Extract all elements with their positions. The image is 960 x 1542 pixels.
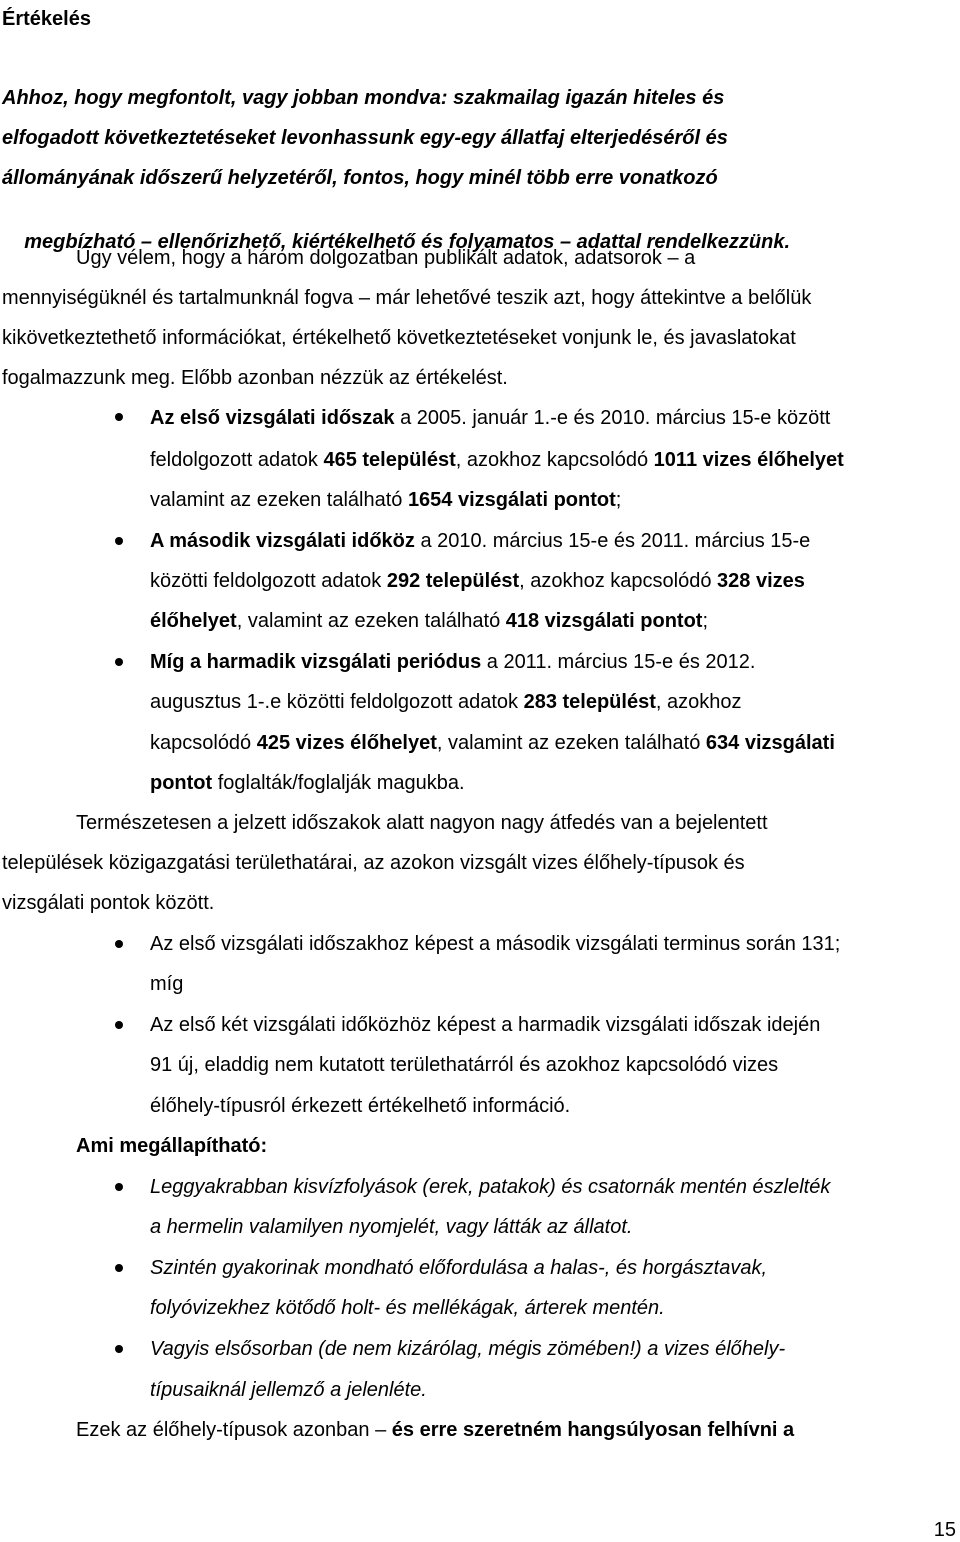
paragraph-line [2,206,791,253]
paragraph-text: megbízható – ellenőrizhető, kiértékelhető és folyamatos – adattal rendelkezzünk. [24,231,791,253]
paragraph-line: vizsgálati pontok között. [2,892,215,914]
list-item-line: feldolgozott adatok 465 települést, azokhoz kapcsolódó 1011 vizes élőhelyet [150,449,844,471]
list-item-line: Az első vizsgálati időszakhoz képest a második vizsgálati terminus során 131; [150,933,841,955]
list-item-line: valamint az ezeken található 1654 vizsgálati pontot; [150,489,622,511]
bullet-icon [115,1264,123,1272]
bullet-icon [115,413,123,421]
list-item-line: közötti feldolgozott adatok 292 települést, azokhoz kapcsolódó 328 vizes [150,570,805,592]
list-item-line: 91 új, eladdig nem kutatott területhatárról és azokhoz kapcsolódó vizes [150,1054,779,1076]
list-item-line: a hermelin valamilyen nyomjelét, vagy látták az állatot. [150,1216,633,1238]
list-item-line: míg [150,973,184,995]
bullet-icon [115,1021,123,1029]
paragraph-line: mennyiségüknél és tartalmunknál fogva – már lehetővé teszik azt, hogy áttekintve a belőlük [2,287,812,309]
paragraph-line: Úgy vélem, hogy a három dolgozatban publikált adatok, adatsorok – a [76,247,696,269]
list-item-line: Leggyakrabban kisvízfolyások (erek, patakok) és csatornák mentén észlelték [150,1176,831,1198]
list-item-line: kapcsolódó 425 vizes élőhelyet, valamint az ezeken található 634 vizsgálati [150,732,835,754]
page-number: 15 [933,1519,956,1541]
bullet-icon [115,1345,123,1353]
list-item-line: augusztus 1-.e közötti feldolgozott adatok 283 települést, azokhoz [150,691,742,713]
paragraph-line: Természetesen a jelzett időszakok alatt nagyon nagy átfedés van a bejelentett [76,812,768,834]
list-item-line: Vagyis elsősorban (de nem kizárólag, mégis zömében!) a vizes élőhely- [150,1338,786,1360]
paragraph-line: települések közigazgatási területhatárai, az azokon vizsgált vizes élőhely-típusok és [2,852,745,874]
bullet-icon [115,940,123,948]
list-item-line: A második vizsgálati időköz a 2010. március 15-e és 2011. március 15-e [150,530,811,552]
list-item-line: élőhelyet, valamint az ezeken található 418 vizsgálati pontot; [150,610,709,632]
bullet-icon [115,658,123,666]
list-item-line: élőhely-típusról érkezett értékelhető információ. [150,1095,571,1117]
list-item-line: pontot foglalták/foglalják magukba. [150,772,465,794]
paragraph-line: állományának időszerű helyzetéről, fontos, hogy minél több erre vonatkozó [2,167,718,189]
list-item-line: Az első két vizsgálati időközhöz képest a harmadik vizsgálati időszak idején [150,1014,821,1036]
list-item-line: Az első vizsgálati időszak a 2005. január 1.-e és 2010. március 15-e között [150,407,831,429]
bullet-icon [115,537,123,545]
paragraph-line: elfogadott következtetéseket levonhassunk egy-egy állatfaj elterjedéséről és [2,127,728,149]
paragraph-line: fogalmazzunk meg. Előbb azonban nézzük az értékelést. [2,367,508,389]
paragraph-line: kikövetkeztethető információkat, értékelhető következtetéseket vonjunk le, és javaslatokat [2,327,796,349]
paragraph-line: Ezek az élőhely-típusok azonban – és erre szeretném hangsúlyosan felhívni a [76,1419,795,1441]
bullet-icon [115,1183,123,1191]
subheading: Ami megállapítható: [76,1135,268,1157]
list-item-line: folyóvizekhez kötődő holt- és mellékágak, árterek mentén. [150,1297,665,1319]
list-item-line: Míg a harmadik vizsgálati periódus a 2011. március 15-e és 2012. [150,651,756,673]
list-item-line: típusaiknál jellemző a jelenléte. [150,1379,427,1401]
list-item-line: Szintén gyakorinak mondható előfordulása a halas-, és horgásztavak, [150,1257,768,1279]
paragraph-line: Ahhoz, hogy megfontolt, vagy jobban mondva: szakmailag igazán hiteles és [2,87,725,109]
section-title: Értékelés [2,8,91,30]
